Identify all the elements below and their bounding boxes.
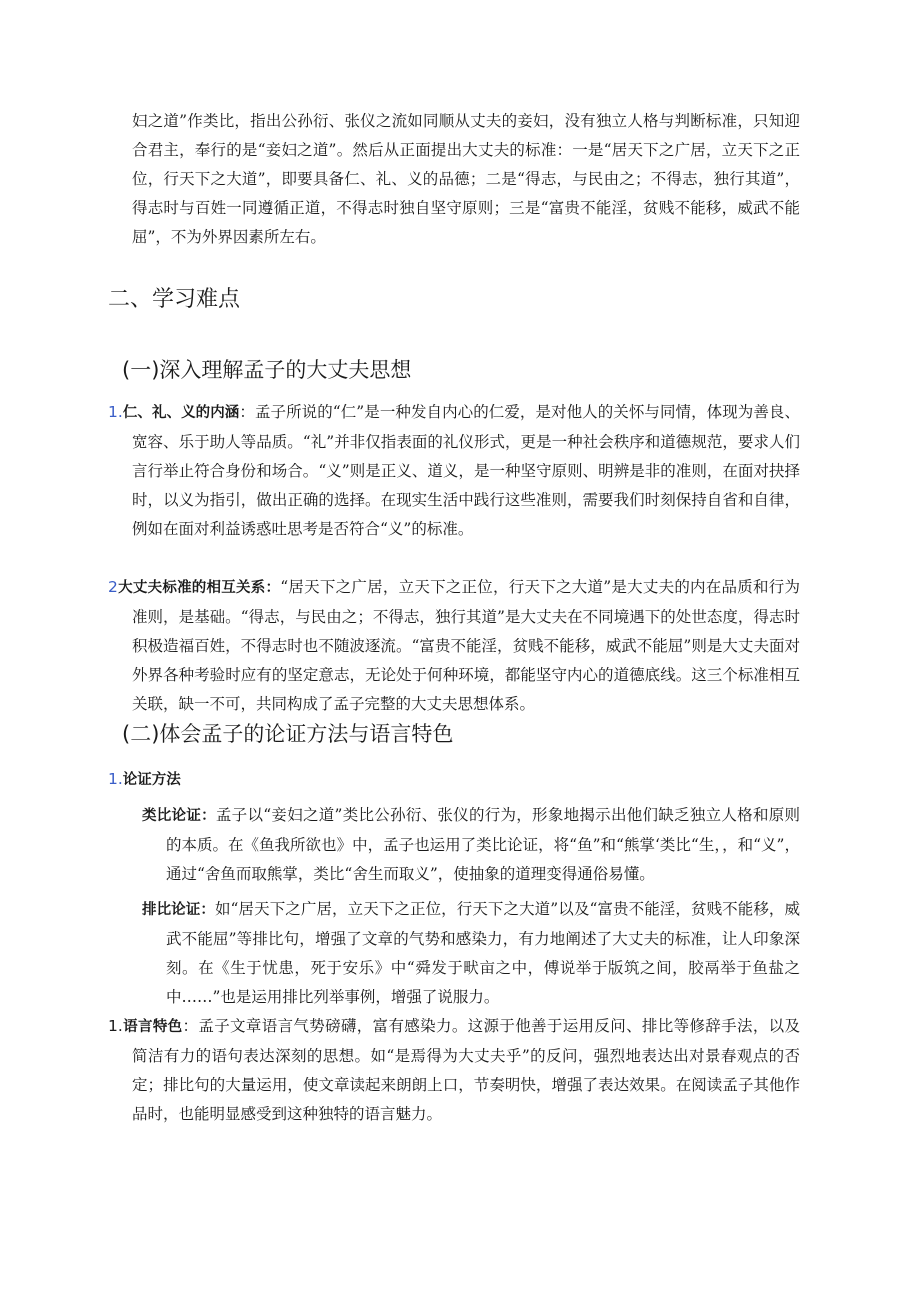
analogy-label: 类比论证： bbox=[142, 808, 216, 824]
intro-paragraph: 妇之道”作类比，指出公孙衍、张仪之流如同顺从丈夫的妾妇，没有独立人格与判断标准，只知迎合君主，奉行的是“妾妇之道”。然后从正面提出大丈夫的标准：一是“居天下之广居，立天下之正位，行天下之大道”，即要具备仁、礼、义的品德；二是“得志，与民由之；不得志，独行其道”，得志时与百姓一同遵循正道，不得志时独自坚守原则；三是“富贵不能淫，贫贱不能移，威武不能屈”，不为外界因素所左右。 bbox=[132, 112, 800, 246]
list-number: 1. bbox=[108, 1017, 123, 1035]
list-number: 1. bbox=[108, 770, 123, 788]
analogy-text: 孟子以“妾妇之道”类比公孙衍、张仪的行为，形象地揭示出他们缺乏独立人格和原则的本质。在《鱼我所欲也》中，孟子也运用了类比论证，将“鱼”和“熊掌‘类比“生，，和“义”，通过“舍鱼而取熊掌，类比“舍生而取义”，使抽象的道理变得通俗易懂。 bbox=[166, 806, 800, 883]
item-label: 仁、礼、义的内涵 bbox=[122, 405, 240, 421]
section-title: 二、学习难点 bbox=[108, 287, 241, 312]
item-text: “居天下之广居，立天下之正位，行天下之大道”是大丈夫的内在品质和行为准则，是基础。“得志，与民由之；不得志，独行其道”是大丈夫在不同境遇下的处世态度，得志时积极造福百姓，不得志时也不随波逐流。“富贵不能淫，贫贱不能移，威武不能屈”则是大丈夫面对外界各种考验时应有的坚定意志，无论处于何种环境，都能坚守内心的道德底线。这三个标准相互关联，缺一不可，共同构成了孟子完整的大丈夫思想体系。 bbox=[132, 578, 800, 713]
parallel-text: 如“居天下之广居，立天下之正位，行天下之大道”以及“富贵不能淫，贫贱不能移，威武不能屈”等排比句，增强了文章的气势和感染力，有力地阐述了大丈夫的标准，让人印象深刻。在《生于忧患，死于安乐》中“舜发于畎亩之中，傅说举于版筑之间，胶鬲举于鱼盐之中……”也是运用排比列举事例，增强了说服力。 bbox=[166, 900, 800, 1006]
list-item-argument-methods bbox=[108, 765, 800, 795]
parallel-argument bbox=[142, 895, 800, 1012]
list-number: 1. bbox=[108, 403, 123, 421]
analogy-argument bbox=[142, 801, 800, 889]
parallel-label: 排比论证： bbox=[142, 902, 215, 918]
list-item-standards-relation bbox=[108, 573, 800, 719]
item-label: 论证方法 bbox=[122, 772, 181, 788]
list-number: 2 bbox=[108, 578, 118, 596]
subsection-title-2: (二)体会孟子的论证方法与语言特色 bbox=[122, 722, 454, 746]
item-text: ：孟子所说的“仁”是一种发自内心的仁爱，是对他人的关怀与同情，体现为善良、宽容、乐于助人等品质。“礼”并非仅指表面的礼仪形式，更是一种社会秩序和道德规范，要求人们言行举止符合身份和场合。“义”则是正义、道义，是一种坚守原则、明辨是非的准则，在面对抉择时，以义为指引，做出正确的选择。在现实生活中践行这些准则，需要我们时刻保持自省和自律，例如在面对利益诱惑吐思考是否符合“义”的标准。 bbox=[132, 403, 801, 538]
list-item-ren-li-yi bbox=[108, 398, 800, 544]
item-label: 大丈夫标准的相互关系： bbox=[117, 580, 281, 596]
item-text: ：孟子文章语言气势磅礴，富有感染力。这源于他善于运用反问、排比等修辞手法，以及简洁有力的语句表达深刻的思想。如“是焉得为大丈夫乎”的反问，强烈地表达出对景春观点的否定；排比句的大量运用，使文章读起来朗朗上口，节奏明快，增强了表达效果。在阅读孟子其他作品时，也能明显感受到这种独特的语言魅力。 bbox=[132, 1017, 800, 1123]
list-item-language-features bbox=[108, 1012, 800, 1129]
item-label: 语言特色 bbox=[122, 1019, 183, 1035]
subsection-title-1: (一)深入理解孟子的大丈夫思想 bbox=[122, 358, 412, 382]
